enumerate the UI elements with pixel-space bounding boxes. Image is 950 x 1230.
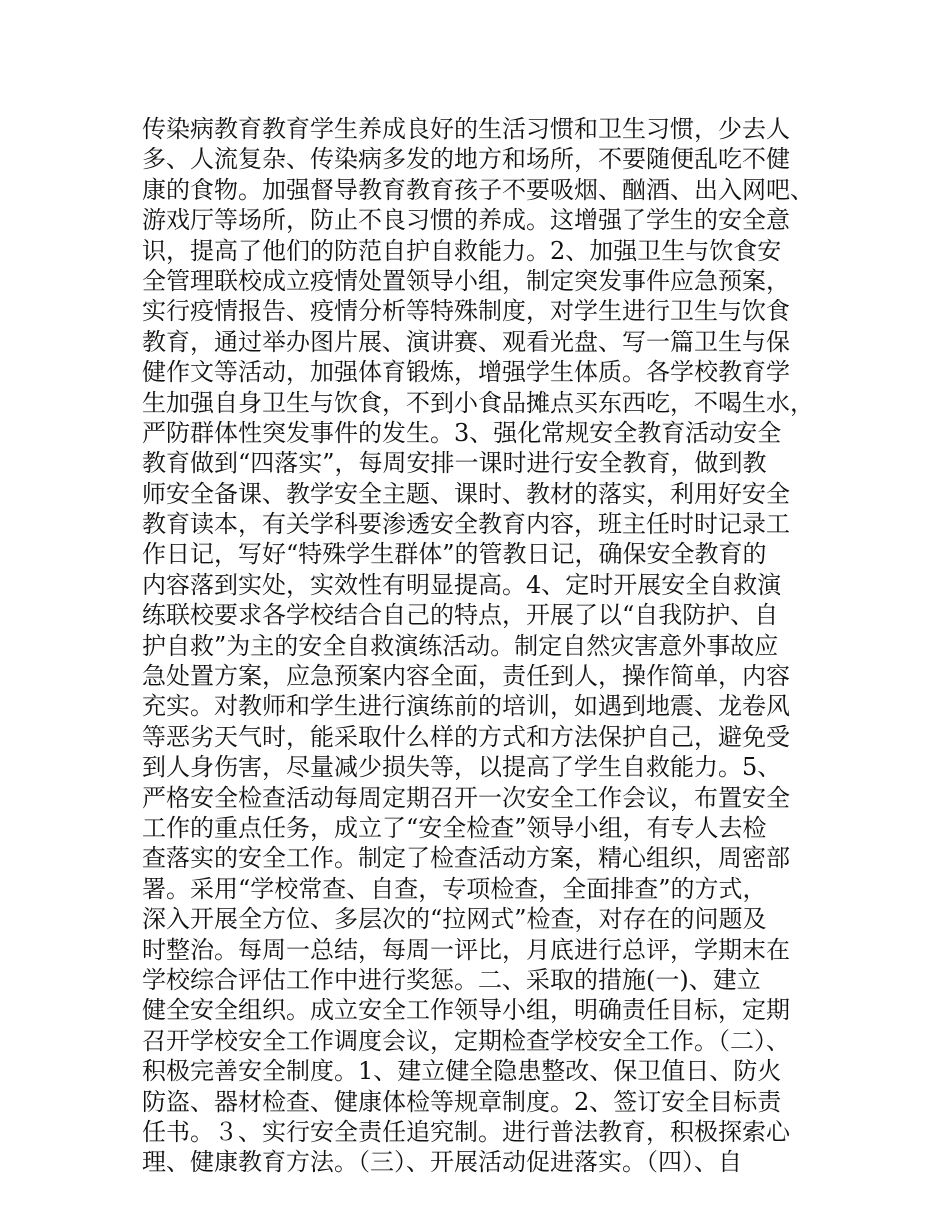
- text-line: 等恶劣天气时，能采取什么样的方式和方法保护自己，避免受: [142, 722, 790, 751]
- text-line: 到人身伤害，尽量减少损失等，以提高了学生自救能力。5、: [142, 753, 782, 782]
- text-line: 召开学校安全工作调度会议，定期检查学校安全工作。（二）、: [142, 1026, 790, 1055]
- body-text: [142, 114, 822, 1178]
- text-line: 严防群体性突发事件的发生。3、强化常规安全教育活动安全: [142, 418, 782, 447]
- text-line: 防盗、器材检查、健康体检等规章制度。2、签订安全目标责: [142, 1087, 782, 1116]
- text-line: 教育读本，有关学科要渗透安全教育内容，班主任时时记录工: [142, 510, 790, 539]
- text-line: 充实。对教师和学生进行演练前的培训，如遇到地震、龙卷风: [142, 692, 790, 721]
- text-line: 查落实的安全工作。制定了检查活动方案，精心组织，周密部: [142, 844, 790, 873]
- text-line: 康的食物。加强督导教育教育孩子不要吸烟、酗酒、出入网吧、: [142, 175, 814, 204]
- text-line: 理、健康教育方法。（三）、开展活动促进落实。（四）、自: [142, 1148, 742, 1177]
- text-line: 深入开展全方位、多层次的“拉网式”检查，对存在的问题及: [142, 905, 767, 934]
- text-line: 积极完善安全制度。1、建立健全隐患整改、保卫值日、防火: [142, 1057, 782, 1086]
- text-line: 严格安全检查活动每周定期召开一次安全工作会议，布置安全: [142, 783, 790, 812]
- text-line: 时整治。每周一总结，每周一评比，月底进行总评，学期末在: [142, 935, 790, 964]
- text-line: 署。采用“学校常查、自查，专项检查，全面排查”的方式，: [142, 874, 767, 903]
- text-line: 作日记，写好“特殊学生群体”的管教日记，确保安全教育的: [142, 540, 767, 569]
- text-line: 任书。３、实行安全责任追究制。进行普法教育，积极探索心: [142, 1117, 790, 1146]
- text-line: 健作文等活动，加强体育锻炼，增强学生体质。各学校教育学: [142, 358, 790, 387]
- text-line: 多、人流复杂、传染病多发的地方和场所，不要随便乱吃不健: [142, 145, 790, 174]
- text-line: 教育做到“四落实”，每周安排一课时进行安全教育，做到教: [142, 449, 767, 478]
- text-line: 工作的重点任务，成立了“安全检查”领导小组，有专人去检: [142, 813, 767, 842]
- text-line: 练联校要求各学校结合自己的特点，开展了以“自我防护、自: [142, 601, 779, 630]
- text-line: 急处置方案，应急预案内容全面，责任到人，操作简单，内容: [142, 662, 790, 691]
- text-line: 识，提高了他们的防范自护自救能力。2、加强卫生与饮食安: [142, 236, 782, 265]
- text-line: 护自救”为主的安全自救演练活动。制定自然灾害意外事故应: [142, 631, 779, 660]
- text-line: 教育，通过举办图片展、演讲赛、观看光盘、写一篇卫生与保: [142, 327, 790, 356]
- text-line: 健全安全组织。成立安全工作领导小组，明确责任目标，定期: [142, 996, 790, 1025]
- text-line: 师安全备课、教学安全主题、课时、教材的落实，利用好安全: [142, 479, 790, 508]
- text-line: 生加强自身卫生与饮食，不到小食品摊点买东西吃，不喝生水，: [142, 388, 814, 417]
- text-line: 传染病教育教育学生养成良好的生活习惯和卫生习惯，少去人: [142, 115, 790, 143]
- text-line: 游戏厅等场所，防止不良习惯的养成。这增强了学生的安全意: [142, 206, 790, 235]
- text-line: 实行疫情报告、疫情分析等特殊制度，对学生进行卫生与饮食: [142, 297, 790, 326]
- text-line: 内容落到实处，实效性有明显提高。4、定时开展安全自救演: [142, 570, 782, 599]
- text-line: 全管理联校成立疫情处置领导小组，制定突发事件应急预案，: [142, 266, 790, 295]
- text-line: 学校综合评估工作中进行奖惩。二、采取的措施(一)、建立: [142, 965, 761, 994]
